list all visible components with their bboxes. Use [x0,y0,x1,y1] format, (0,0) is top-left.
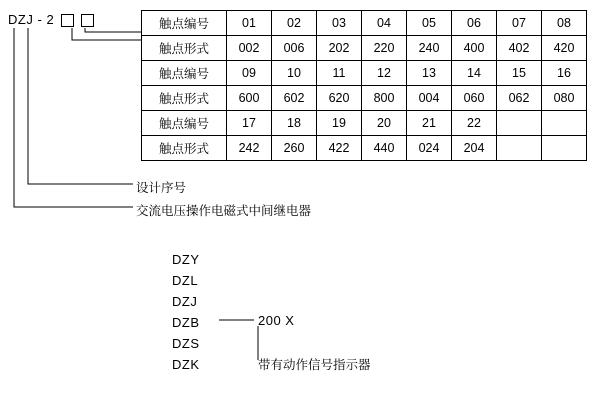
table-cell: 422 [317,136,362,161]
table-cell: 420 [542,36,587,61]
table-cell: 080 [542,86,587,111]
table-cell: 402 [497,36,542,61]
table-cell: 04 [362,11,407,36]
row-label: 触点形式 [142,86,227,111]
table-cell: 202 [317,36,362,61]
model-code-dash: - [37,12,43,27]
table-cell: 20 [362,111,407,136]
series-list [172,249,200,375]
table-row [142,11,587,36]
indicator-note: 带有动作信号指示器 [258,358,371,372]
table-cell: 21 [407,111,452,136]
table-cell: 220 [362,36,407,61]
row-label: 触点编号 [142,111,227,136]
series-item: DZB [172,315,200,330]
table-cell: 14 [452,61,497,86]
table-cell [542,136,587,161]
table-cell: 19 [317,111,362,136]
table-cell: 22 [452,111,497,136]
table-row [142,61,587,86]
table-row [142,111,587,136]
callout-design-number: 设计序号 [136,181,187,195]
table-cell: 004 [407,86,452,111]
table-cell: 12 [362,61,407,86]
table-row [142,36,587,61]
table-cell [542,111,587,136]
table-cell: 440 [362,136,407,161]
row-label: 触点编号 [142,11,227,36]
series-item: DZL [172,273,199,288]
table-cell: 05 [407,11,452,36]
table-cell: 03 [317,11,362,36]
model-code-series: 2 [46,12,55,27]
table-cell: 10 [272,61,317,86]
table-cell: 240 [407,36,452,61]
table-cell: 15 [497,61,542,86]
table-cell: 800 [362,86,407,111]
series-item: DZS [172,336,200,351]
table-row [142,136,587,161]
table-cell: 204 [452,136,497,161]
table-cell: 17 [227,111,272,136]
table-cell: 11 [317,61,362,86]
table-cell: 09 [227,61,272,86]
model-code-prefix: DZJ [8,12,34,27]
table-cell: 620 [317,86,362,111]
table-cell: 242 [227,136,272,161]
series-number-label: 200 X [258,313,295,328]
series-item: DZJ [172,294,198,309]
table-cell: 006 [272,36,317,61]
table-cell [497,136,542,161]
table-cell: 600 [227,86,272,111]
table-cell: 260 [272,136,317,161]
table-cell: 06 [452,11,497,36]
row-label: 触点编号 [142,61,227,86]
row-label: 触点形式 [142,36,227,61]
series-item: DZK [172,357,200,372]
table-cell: 01 [227,11,272,36]
table-cell: 16 [542,61,587,86]
table-cell [497,111,542,136]
table-cell: 062 [497,86,542,111]
table-cell: 13 [407,61,452,86]
callout-relay-type: 交流电压操作电磁式中间继电器 [136,204,312,218]
contact-spec-table [141,10,587,161]
row-label: 触点形式 [142,136,227,161]
table-row [142,86,587,111]
table-cell: 02 [272,11,317,36]
table-cell: 002 [227,36,272,61]
table-cell: 024 [407,136,452,161]
table-cell: 18 [272,111,317,136]
table-cell: 060 [452,86,497,111]
table-cell: 400 [452,36,497,61]
table-cell: 08 [542,11,587,36]
table-cell: 07 [497,11,542,36]
series-item: DZY [172,252,200,267]
table-cell: 602 [272,86,317,111]
